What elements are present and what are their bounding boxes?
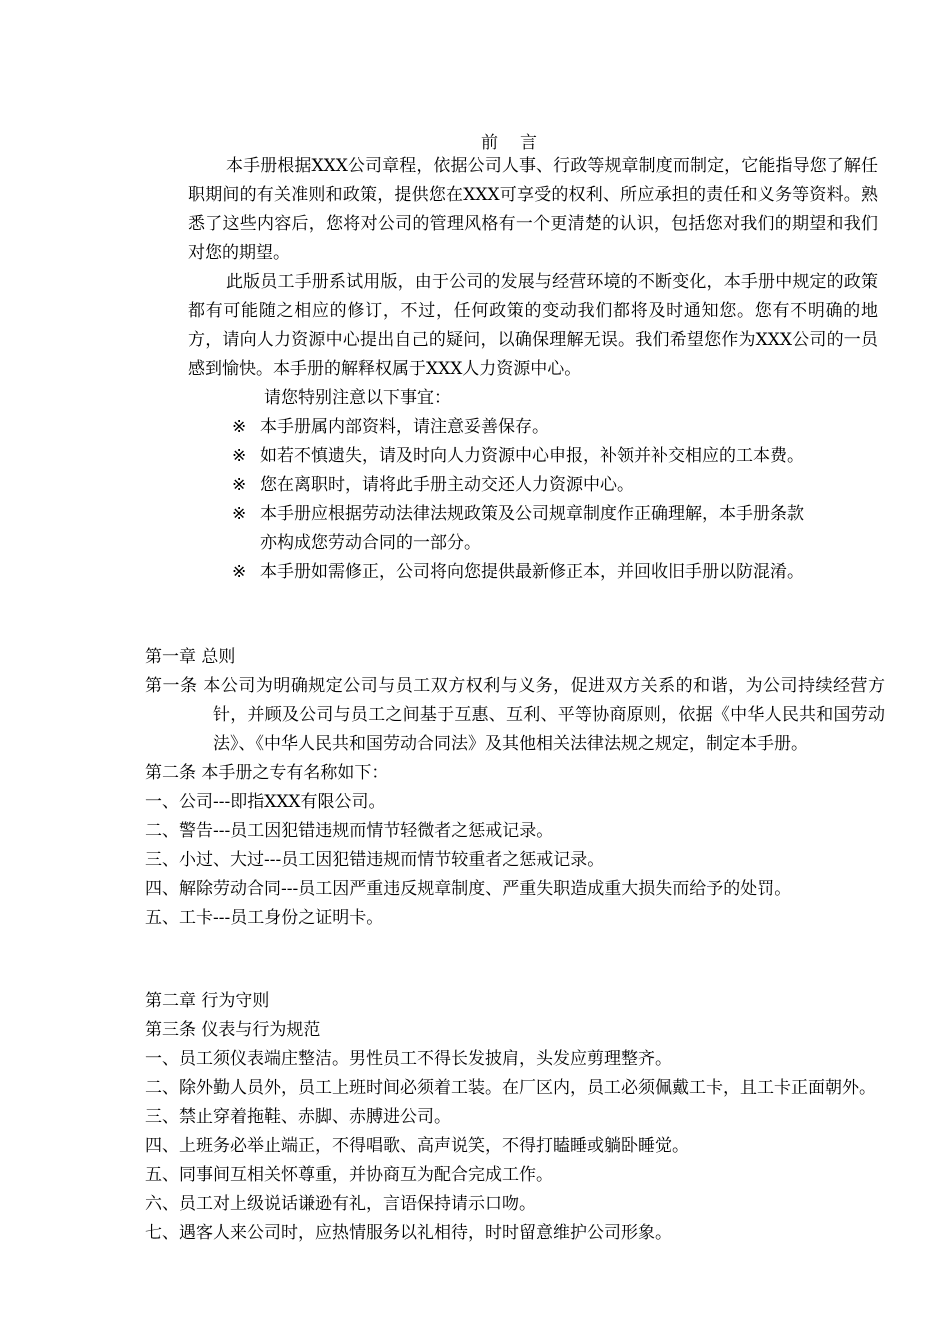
term-item: 三、小过、大过---员工因犯错违规而情节较重者之惩戒记录。 (145, 850, 605, 870)
article-3: 第三条 仪表与行为规范 (145, 1020, 321, 1040)
notice-text: 您在离职时，请将此手册主动交还人力资源中心。 (260, 475, 634, 495)
notice-item (188, 558, 878, 587)
rule-item: 三、禁止穿着拖鞋、赤脚、赤膊进公司。 (145, 1107, 451, 1127)
term-item: 二、警告---员工因犯错违规而情节轻微者之惩戒记录。 (145, 821, 554, 841)
notice-text: 如若不慎遗失，请及时向人力资源中心申报，补领并补交相应的工本费。 (260, 446, 804, 466)
rule-item: 一、员工须仪表端庄整洁。男性员工不得长发披肩，头发应剪理整齐。 (145, 1049, 672, 1069)
reference-mark-icon: ※ (232, 417, 247, 437)
term-item: 五、工卡---员工身份之证明卡。 (145, 908, 384, 928)
notice-text: 本手册属内部资料，请注意妥善保存。 (260, 417, 549, 437)
notice-text: 本手册应根据劳动法律法规政策及公司规章制度作正确理解，本手册条款亦构成您劳动合同的一部分。 (260, 504, 804, 553)
notice-list (188, 413, 878, 587)
rule-item: 五、同事间互相关怀尊重，并协商互为配合完成工作。 (145, 1165, 553, 1185)
rule-item: 七、遇客人来公司时，应热情服务以礼相待，时时留意维护公司形象。 (145, 1223, 672, 1243)
preface-paragraph-2: 此版员工手册系试用版，由于公司的发展与经营环境的不断变化，本手册中规定的政策都有可能随之相应的修订，不过，任何政策的变动我们都将及时通知您。您有不明确的地方，请向人力资源中心提出自己的疑问，以确保理解无误。我们希望您作为XXX公司的一员感到愉快。本手册的解释权属于XXX人力资源中心。 (188, 272, 878, 379)
term-item: 一、公司---即指XXX有限公司。 (145, 792, 386, 812)
title-char-2: 言 (520, 133, 539, 153)
article-2: 第二条 本手册之专有名称如下： (145, 763, 389, 783)
chapter-1-section (145, 643, 885, 933)
notice-item (188, 500, 878, 558)
term-item: 四、解除劳动合同---员工因严重违反规章制度、严重失职造成重大损失而给予的处罚。 (145, 879, 792, 899)
reference-mark-icon: ※ (232, 562, 247, 582)
title-char-1: 前 (481, 133, 500, 153)
notice-item (188, 442, 878, 471)
reference-mark-icon: ※ (232, 446, 247, 466)
rule-item: 六、员工对上级说话谦逊有礼，言语保持请示口吻。 (145, 1194, 536, 1214)
notice-text: 本手册如需修正，公司将向您提供最新修正本，并回收旧手册以防混淆。 (260, 562, 804, 582)
preface-section (188, 152, 878, 587)
notice-item (188, 471, 878, 500)
chapter-2-section (145, 987, 885, 1248)
notice-item (188, 413, 878, 442)
reference-mark-icon: ※ (232, 504, 247, 524)
page-title (0, 128, 950, 153)
preface-paragraph-1: 本手册根据XXX公司章程，依据公司人事、行政等规章制度而制定，它能指导您了解任职期间的有关准则和政策，提供您在XXX可享受的权利、所应承担的责任和义务等资料。熟悉了这些内容后，您将对公司的管理风格有一个更清楚的认识，包括您对我们的期望和我们对您的期望。 (188, 156, 878, 263)
article-1: 第一条 本公司为明确规定公司与员工双方权利与义务，促进双方关系的和谐，为公司持续经营方针，并顾及公司与员工之间基于互惠、互利、平等协商原则，依据《中华人民共和国劳动法》、《中华人民共和国劳动合同法》及其他相关法律法规之规定，制定本手册。 (145, 676, 885, 754)
chapter-2-heading: 第二章 行为守则 (145, 991, 270, 1011)
chapter-1-heading: 第一章 总则 (145, 647, 236, 667)
rule-item: 四、上班务必举止端正，不得唱歌、高声说笑，不得打瞌睡或躺卧睡觉。 (145, 1136, 689, 1156)
notice-intro: 请您特别注意以下事宜： (264, 388, 451, 408)
reference-mark-icon: ※ (232, 475, 247, 495)
rule-item: 二、除外勤人员外，员工上班时间必须着工装。在厂区内，员工必须佩戴工卡，且工卡正面朝外。 (145, 1078, 876, 1098)
